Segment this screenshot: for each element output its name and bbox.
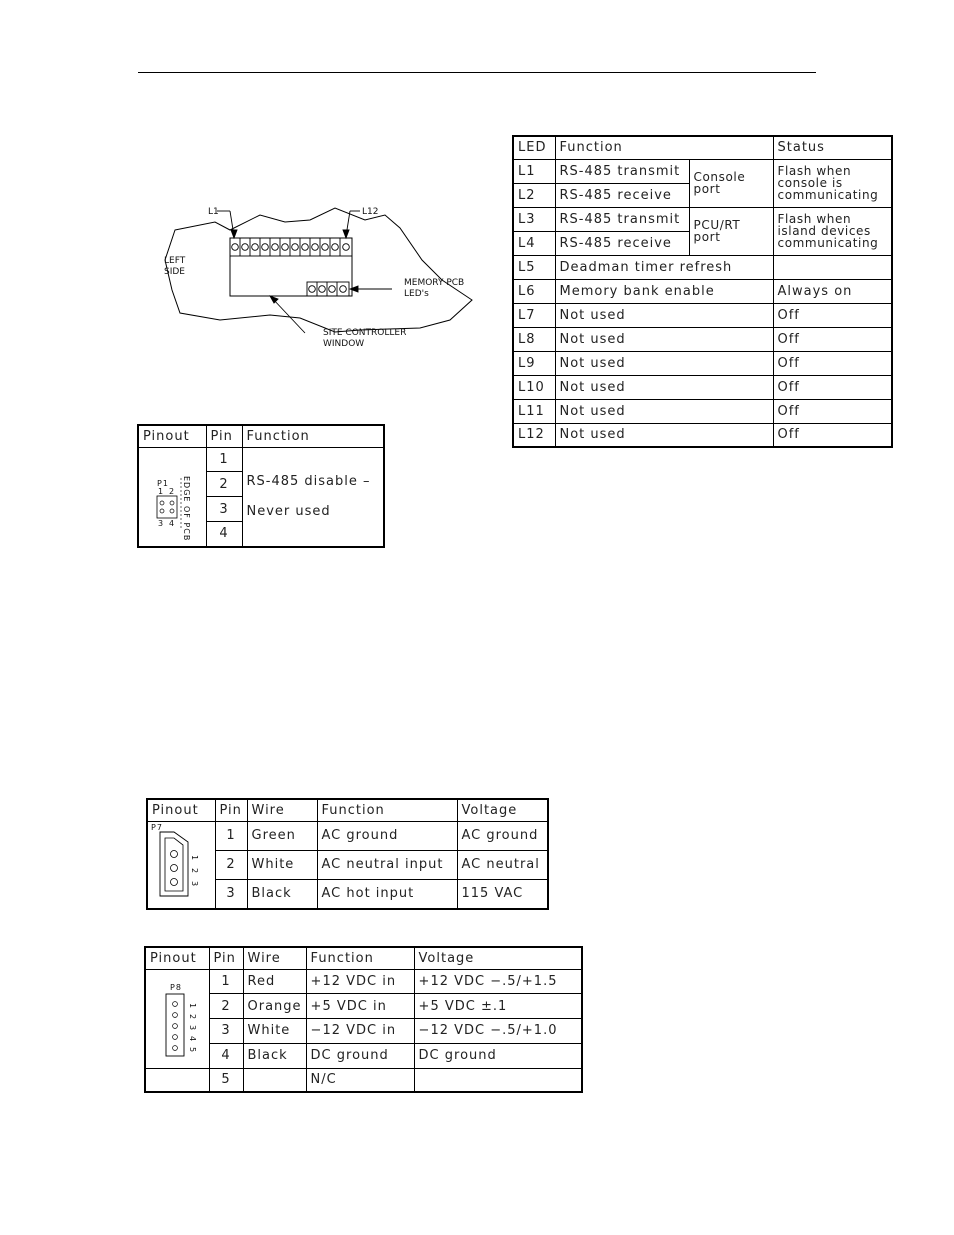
pcu-status-cell: Flash when island devices communicating	[773, 207, 892, 255]
label-site-controller-2: WINDOW	[323, 339, 365, 349]
header-wire: Wire	[247, 799, 317, 821]
led-status: Off	[773, 303, 892, 327]
led-id: L7	[513, 303, 555, 327]
svg-text:EDGE OF PCB: EDGE OF PCB	[182, 475, 191, 541]
pin-function: +5 VDC in	[306, 994, 414, 1019]
p1-table	[137, 424, 385, 548]
pin-number: 4	[209, 1043, 243, 1068]
led-id: L10	[513, 375, 555, 399]
empty-cell	[145, 1068, 209, 1092]
led-function: RS-485 receive	[555, 231, 689, 255]
led-status: Off	[773, 399, 892, 423]
led-function: Not used	[555, 327, 773, 351]
table-row	[138, 447, 384, 472]
pin-number: 1	[209, 969, 243, 994]
led-function: RS-485 transmit	[555, 207, 689, 231]
p8-pinout-cell	[145, 969, 209, 1068]
svg-text:5: 5	[188, 1046, 197, 1053]
led-id: L8	[513, 327, 555, 351]
pin-voltage: DC ground	[414, 1043, 582, 1068]
pin-number: 2	[215, 850, 247, 879]
led-id: L9	[513, 351, 555, 375]
header-pinout: Pinout	[145, 947, 209, 969]
table-row	[513, 255, 892, 279]
table-row	[513, 399, 892, 423]
pin-function: +12 VDC in	[306, 969, 414, 994]
pin-function: AC neutral input	[317, 850, 457, 879]
header-led: LED	[513, 136, 555, 159]
svg-text:3: 3	[190, 880, 199, 887]
led-id: L11	[513, 399, 555, 423]
led-id: L6	[513, 279, 555, 303]
svg-text:P7: P7	[151, 822, 163, 832]
wire-color: White	[247, 850, 317, 879]
table-row	[513, 279, 892, 303]
table-row	[513, 159, 892, 183]
p7-table	[146, 798, 549, 910]
label-l1: L1	[208, 207, 219, 217]
led-function: Memory bank enable	[555, 279, 773, 303]
pin-number: 3	[206, 497, 242, 522]
pin-function: −12 VDC in	[306, 1019, 414, 1044]
wire-color: Green	[247, 821, 317, 850]
p1-pinout-cell	[138, 447, 206, 547]
svg-text:2: 2	[190, 867, 199, 874]
pin-voltage: −12 VDC −.5/+1.0	[414, 1019, 582, 1044]
table-row	[145, 1019, 582, 1044]
wire-color	[243, 1068, 306, 1092]
pin-function: AC ground	[317, 821, 457, 850]
led-status	[773, 255, 892, 279]
table-row	[147, 821, 548, 850]
wire-color: Red	[243, 969, 306, 994]
led-function: RS-485 receive	[555, 183, 689, 207]
console-status-cell: Flash when console is communicating	[773, 159, 892, 207]
wire-color: Orange	[243, 994, 306, 1019]
table-row	[513, 207, 892, 231]
svg-text:3: 3	[158, 518, 165, 528]
pin-number: 2	[206, 472, 242, 497]
led-id: L12	[513, 423, 555, 447]
led-status: Off	[773, 423, 892, 447]
memory-led-row	[307, 282, 349, 296]
header-voltage: Voltage	[457, 799, 548, 821]
led-row	[230, 238, 352, 256]
svg-text:2: 2	[169, 486, 176, 496]
led-id: L4	[513, 231, 555, 255]
table-row	[147, 799, 548, 821]
led-function: RS-485 transmit	[555, 159, 689, 183]
console-port-cell: Console port	[689, 159, 773, 207]
pin-number: 3	[209, 1019, 243, 1044]
pcu-port-cell: PCU/RT port	[689, 207, 773, 255]
svg-text:4: 4	[188, 1035, 197, 1042]
led-function: Deadman timer refresh	[555, 255, 773, 279]
svg-text:1: 1	[188, 1002, 197, 1009]
pin-voltage: +5 VDC ±.1	[414, 994, 582, 1019]
p7-connector-icon	[148, 822, 214, 904]
pin-voltage: AC ground	[457, 821, 548, 850]
table-row	[513, 303, 892, 327]
table-row	[145, 969, 582, 994]
led-function: Not used	[555, 423, 773, 447]
pin-voltage	[414, 1068, 582, 1092]
table-row	[513, 375, 892, 399]
pin-number: 1	[206, 447, 242, 472]
svg-text:2: 2	[188, 1013, 197, 1020]
wire-color: Black	[243, 1043, 306, 1068]
pin-number: 2	[209, 994, 243, 1019]
p1-function-cell: RS-485 disable – Never used	[242, 447, 384, 547]
svg-text:1: 1	[190, 854, 199, 861]
p8-connector-icon	[146, 970, 208, 1064]
header-function: Function	[317, 799, 457, 821]
header-function: Function	[242, 425, 384, 447]
site-controller-diagram	[160, 200, 480, 360]
led-status: Always on	[773, 279, 892, 303]
p1-connector-icon	[139, 448, 205, 542]
svg-text:P1: P1	[157, 478, 169, 488]
pin-function: N/C	[306, 1068, 414, 1092]
pin-voltage: AC neutral	[457, 850, 548, 879]
header-function: Function	[555, 136, 773, 159]
table-row	[513, 136, 892, 159]
header-pin: Pin	[209, 947, 243, 969]
header-pinout: Pinout	[138, 425, 206, 447]
led-status: Off	[773, 327, 892, 351]
label-left-side: LEFT	[164, 256, 186, 266]
table-row	[513, 327, 892, 351]
svg-text:1: 1	[158, 486, 165, 496]
led-function: Not used	[555, 351, 773, 375]
label-l12: L12	[362, 207, 379, 217]
pin-number: 3	[215, 879, 247, 908]
svg-text:P8: P8	[170, 982, 182, 992]
header-pin: Pin	[206, 425, 242, 447]
table-row	[145, 994, 582, 1019]
header-voltage: Voltage	[414, 947, 582, 969]
svg-text:4: 4	[169, 518, 176, 528]
header-pinout: Pinout	[147, 799, 215, 821]
pin-function: AC hot input	[317, 879, 457, 908]
wire-color: Black	[247, 879, 317, 908]
pin-number: 5	[209, 1068, 243, 1092]
pin-voltage: 115 VAC	[457, 879, 548, 908]
header-wire: Wire	[243, 947, 306, 969]
label-site-controller: SITE CONTROLLER	[323, 328, 407, 338]
label-memory-pcb-2: LED's	[404, 289, 429, 299]
led-function: Not used	[555, 399, 773, 423]
table-row	[513, 351, 892, 375]
table-row	[513, 423, 892, 447]
header-pin: Pin	[215, 799, 247, 821]
led-function: Not used	[555, 375, 773, 399]
header-function: Function	[306, 947, 414, 969]
p8-table	[144, 946, 583, 1093]
pin-voltage: +12 VDC −.5/+1.5	[414, 969, 582, 994]
label-left-side-2: SIDE	[164, 267, 185, 277]
header-status: Status	[773, 136, 892, 159]
p7-pinout-cell	[147, 821, 215, 909]
wire-color: White	[243, 1019, 306, 1044]
led-id: L3	[513, 207, 555, 231]
pin-function: DC ground	[306, 1043, 414, 1068]
header-rule	[138, 72, 816, 73]
led-id: L5	[513, 255, 555, 279]
led-status: Off	[773, 351, 892, 375]
pin-number: 4	[206, 522, 242, 547]
table-row	[145, 1043, 582, 1068]
led-function: Not used	[555, 303, 773, 327]
svg-text:3: 3	[188, 1024, 197, 1031]
table-row	[145, 1068, 582, 1092]
led-table	[512, 135, 893, 448]
table-row	[145, 947, 582, 969]
led-id: L1	[513, 159, 555, 183]
led-id: L2	[513, 183, 555, 207]
led-status: Off	[773, 375, 892, 399]
label-memory-pcb: MEMORY PCB	[404, 278, 465, 288]
table-row	[138, 425, 384, 447]
pin-number: 1	[215, 821, 247, 850]
